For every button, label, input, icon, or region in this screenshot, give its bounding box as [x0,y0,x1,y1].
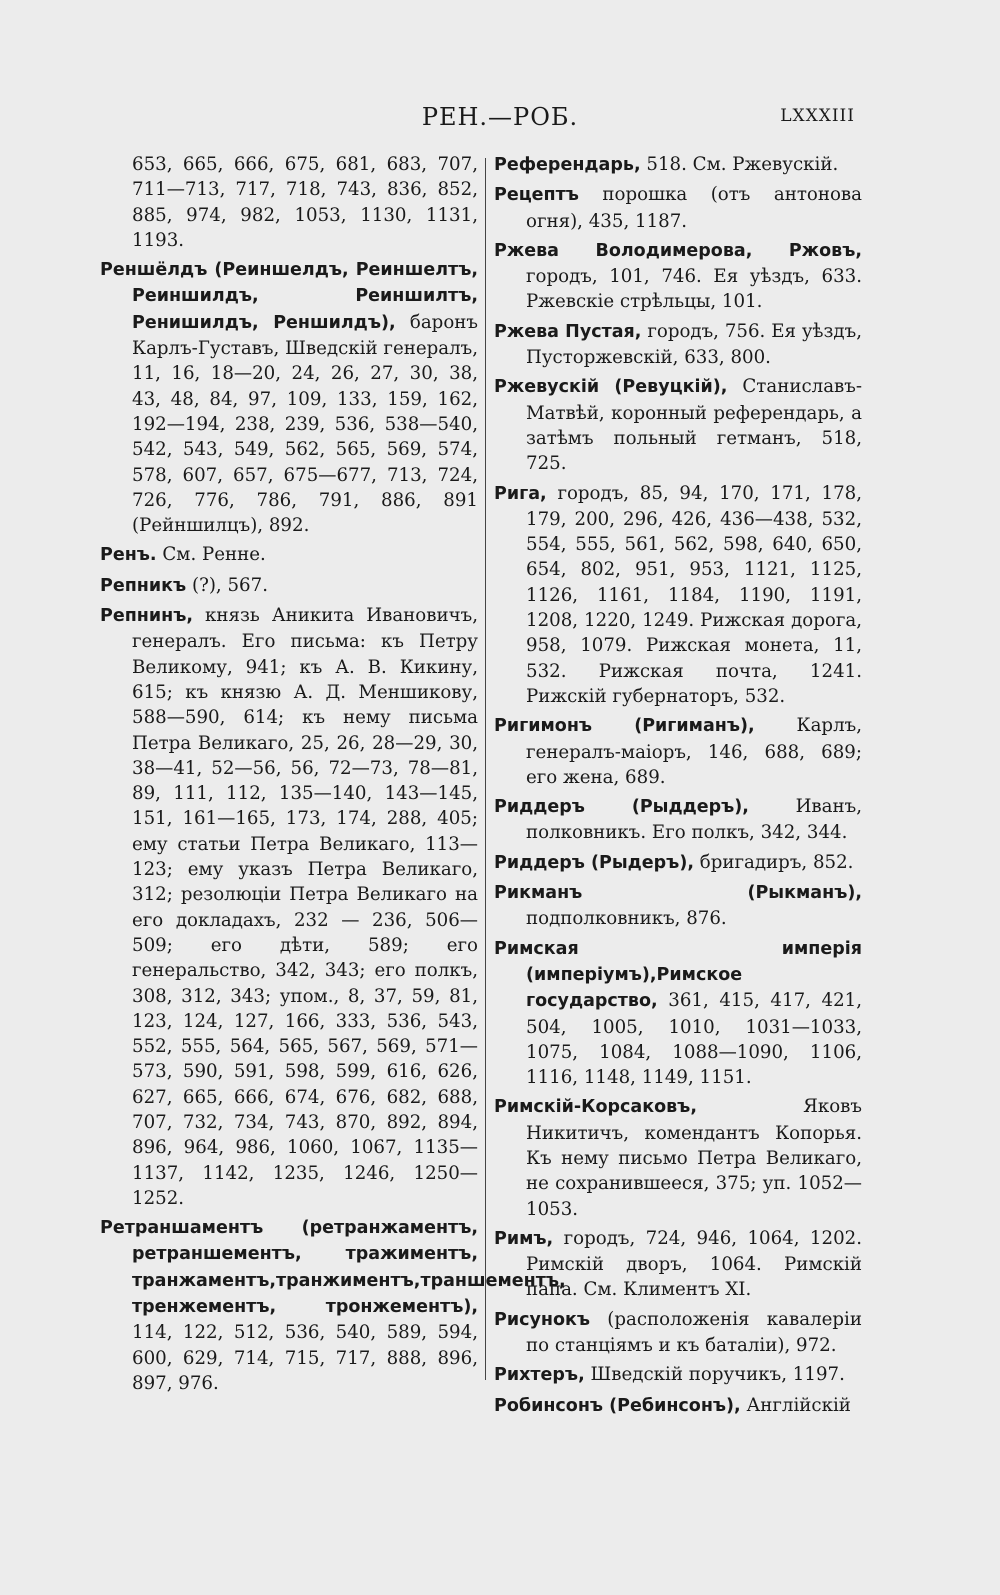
column-divider [485,158,486,1380]
index-entry [494,850,862,876]
entry-head: Римская имперія (имперіумъ),Римское государство, [494,938,862,1012]
entry-head: Рецептъ [494,185,579,206]
entry-text: Англійскій [746,1394,851,1416]
index-entry [494,1393,862,1419]
entry-text: бригадиръ, 852. [699,851,854,873]
index-entry [494,1226,862,1303]
entry-head: Репникъ [100,575,187,596]
index-entry [100,542,478,568]
entry-head: Риддеръ (Рыдеръ), [494,852,694,873]
entry-head: Ржева Пустая, [494,321,642,342]
entry-head: Римъ, [494,1228,554,1249]
entry-head: Рига, [494,483,547,504]
entry-head: Ренъ. [100,545,157,566]
right-column [494,152,862,1423]
index-entry [494,152,862,178]
index-entry [494,374,862,476]
index-entry [494,794,862,846]
entry-text: См. Ренне. [162,544,266,566]
entry-text: князь Аникита Ивановичъ, генералъ. Его письма: къ Петру Великому, 941; къ А. В. Кикину, 615; къ князю А. Д. Меншикову, 588—590, 614; къ нему письма Петра Великаго, 25, 26, 28—29, 30, 38—41, 52—56, 56, 72—73, 78—81, 89, 111, 112, 135—140, 143—145, 151, 161—165, 173, 174, 288, 405; ему статьи Петра Великаго, 113—123; ему указъ Петра Великаго, 312; резолюціи Петра Великаго на его докладахъ, 232 — 236, 506—509; его дѣти, 589; его генеральство, 342, 343; его полкъ, 308, 312, 343; упом., 8, 37, 59, 81, 123, 124, 127, 166, 333, 536, 543, 552, 555, 564, 565, 567, 569, 571—573, 590, 591, 598, 599, 616, 626, 627, 665, 666, 674, 676, 682, 688, 707, 732, 734, 743, 870, 892, 894, 896, 964, 986, 1060, 1067, 1135—1137, 1142, 1235, 1246, 1250—1252. [132,605,478,1209]
entry-text: 361, 415, 417, 421, 504, 1005, 1010, 1031—1033, 1075, 1084, 1088—1090, 1106, 1116, 1148, 1149, 1151. [526,990,862,1089]
entry-text: городъ, 85, 94, 170, 171, 178, 179, 200, 296, 426, 436—438, 532, 554, 555, 561, 562, 598, 640, 650, 654, 802, 951, 953, 1121, 1125, 1126, 1161, 1184, 1190, 1191, 1208, 1220, 1249. Рижская дорога, 958, 1079. Рижская монета, 11, 532. Рижская почта, 1241. Рижскій губернаторъ, 532. [526,482,862,707]
entry-text: подполковникъ, 876. [526,908,727,930]
entry-head: Ригимонъ (Ригиманъ), [494,716,755,737]
entry-text: Иванъ, полковникъ. Его полкъ, 342, 344. [526,796,862,844]
index-entry [494,880,862,932]
index-entry [494,936,862,1091]
entry-text: порошка (отъ антонова огня), 435, 1187. [526,184,862,232]
index-entry [494,238,862,315]
entry-head: Риддеръ (Рыддеръ), [494,797,749,818]
running-head: РЕН.—РОБ. [421,103,579,131]
entry-text: (расположенія кавалеріи по станціямъ и къ баталіи), 972. [526,1308,862,1357]
entry-text: 114, 122, 512, 536, 540, 589, 594, 600, 629, 714, 715, 717, 888, 896, 897, 976. [132,1322,478,1394]
entry-text: Яковъ Никитичъ, комендантъ Копорья. Къ нему письмо Петра Великаго, не сохранившееся, 375; уп. 1052—1053. [526,1096,862,1220]
index-entry [100,573,478,599]
entry-head: Ржевускій (Ревуцкій), [494,377,728,398]
index-entry [494,182,862,234]
entry-head: Ржева Володимерова, Ржовъ, [494,240,862,261]
index-entry [494,1307,862,1359]
entry-text: баронъ Карлъ-Густавъ, Шведскій генералъ, 11, 16, 18—20, 24, 26, 27, 30, 38, 43, 48, 84, 97, 109, 133, 159, 162, 192—194, 238, 239, 536, 538—540, 542, 543, 549, 562, 565, 569, 574, 578, 607, 657, 675—677, 713, 724, 726, 776, 786, 791, 886, 891 (Рейншилцъ), 892. [132,311,478,537]
index-entry [494,481,862,710]
index-entry [494,713,862,790]
entry-head: Рикманъ (Рыкманъ), [494,883,862,904]
entry-head: Ретраншаментъ (ретранжаментъ, ретраншементъ, тражиментъ, транжаментъ,транжиментъ,траншементъ, тренжементъ, тронжементъ), [100,1218,566,1318]
entry-text: городъ, 724, 946, 1064, 1202. Римскій дворъ, 1064. Римскій папа. См. Климентъ XI. [526,1227,862,1301]
index-entry [100,152,478,253]
index-entry [494,319,862,371]
entry-text: 518. См. Ржевускій. [646,154,839,175]
index-entry [100,257,478,538]
entry-head: Реншёлдъ (Реиншелдъ, Реиншелтъ, Реиншилдъ, Реиншилтъ, Ренишилдъ, Реншилдъ), [100,260,478,333]
index-entry [494,1094,862,1221]
entry-head: Робинсонъ (Ребинсонъ), [494,1395,741,1416]
entry-head: Репнинъ, [100,606,194,627]
page-number: LXXXIII [780,106,855,126]
entry-head: Римскій-Корсаковъ, [494,1097,697,1118]
index-entry [494,1362,862,1388]
entry-text: Станиславъ-Матвѣй, коронный референдарь, а затѣмъ польный гетманъ, 518, 725. [526,376,862,475]
entry-text: городъ, 756. Ея уѣздъ, Пусторжевскій, 633, 800. [526,320,862,369]
entry-text: (?), 567. [191,574,268,596]
entry-head: Референдарь, [494,155,641,175]
entry-text: 653, 665, 666, 675, 681, 683, 707, 711—713, 717, 718, 743, 836, 852, 885, 974, 982, 1053, 1130, 1131, 1193. [132,154,478,251]
entry-text: Карлъ, генералъ-маіоръ, 146, 688, 689; его жена, 689. [526,715,862,788]
index-entry [100,603,478,1211]
entry-head: Рисунокъ [494,1309,591,1330]
entry-text: городъ, 101, 746. Ея уѣздъ, 633. Ржевскіе стрѣльцы, 101. [526,266,862,313]
entry-text: Шведскій поручикъ, 1197. [590,1364,845,1386]
entry-head: Рихтеръ, [494,1365,585,1386]
